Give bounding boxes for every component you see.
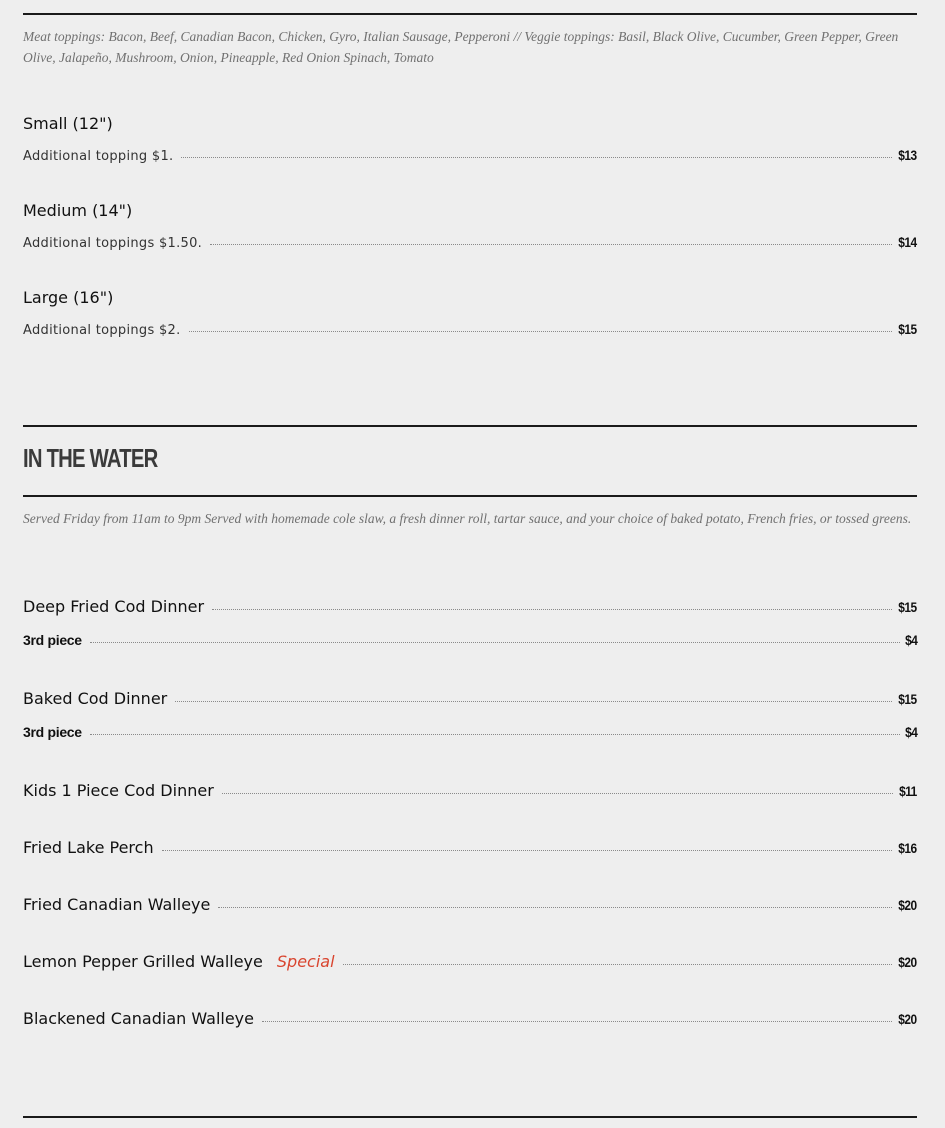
dot-leader [210,244,892,245]
addon-name: 3rd piece [23,632,82,648]
dot-leader [222,793,893,794]
item-price: $20 [898,1011,917,1027]
dot-leader [218,907,892,908]
dot-leader [343,964,893,965]
menu-item [23,895,917,914]
size-large-note: Additional toppings $2. [23,323,181,338]
menu-item-addon [23,632,917,648]
section-title: IN THE WATER [23,443,158,473]
section-heading-wrap [23,443,195,474]
item-name: Fried Canadian Walleye [23,895,211,914]
size-medium-price: $14 [898,234,917,250]
size-large-row [23,321,917,338]
item-price: $15 [898,599,917,615]
menu-item [23,689,917,708]
section-divider [23,1116,917,1118]
menu-item [23,1009,917,1028]
item-price: $11 [899,783,917,799]
menu-item [23,597,917,616]
addon-name: 3rd piece [23,724,82,740]
size-large-price: $15 [898,321,917,337]
addon-price: $4 [904,724,917,740]
item-price: $20 [898,954,917,970]
dot-leader [175,701,892,702]
section-divider [23,13,917,15]
item-name: Baked Cod Dinner [23,689,168,708]
menu-item-addon [23,724,917,740]
section-divider [23,425,917,427]
toppings-note: Meat toppings: Bacon, Beef, Canadian Bacon, Chicken, Gyro, Italian Sausage, Pepperoni // Veggie toppings: Basil, Black Olive, Cucumber, Green Pepper, Green Olive, Jalapeño, Mushroom, Onion, Pineapple, Red Onion Spinach, Tomato [23,29,899,65]
size-small-price: $13 [898,147,917,163]
item-name: Fried Lake Perch [23,838,154,857]
item-name: Lemon Pepper Grilled Walleye [23,952,263,971]
size-medium-row [23,234,917,251]
dot-leader [181,157,892,158]
dot-leader [162,850,893,851]
dot-leader [262,1021,892,1022]
menu-item [23,952,917,971]
section-divider [23,495,917,497]
dot-leader [212,609,892,610]
size-small-title: Small (12") [23,114,113,133]
item-name: Kids 1 Piece Cod Dinner [23,781,214,800]
section-description: Served Friday from 11am to 9pm Served with homemade cole slaw, a fresh dinner roll, tartar sauce, and your choice of baked potato, French fries, or tossed greens. [23,511,912,526]
addon-price: $4 [904,632,917,648]
size-medium-note: Additional toppings $1.50. [23,236,203,251]
dot-leader [189,331,893,332]
menu-item [23,838,917,857]
item-price: $16 [898,840,917,856]
size-medium-title: Medium (14") [23,201,133,220]
dot-leader [90,734,900,735]
menu-item [23,781,917,800]
item-name: Blackened Canadian Walleye [23,1009,254,1028]
special-badge: Special [276,952,335,971]
item-name: Deep Fried Cod Dinner [23,597,205,616]
size-large-title: Large (16") [23,288,114,307]
dot-leader [90,642,900,643]
item-price: $15 [898,691,917,707]
size-small-note: Additional topping $1. [23,149,174,164]
size-small-row [23,147,917,164]
item-price: $20 [898,897,917,913]
